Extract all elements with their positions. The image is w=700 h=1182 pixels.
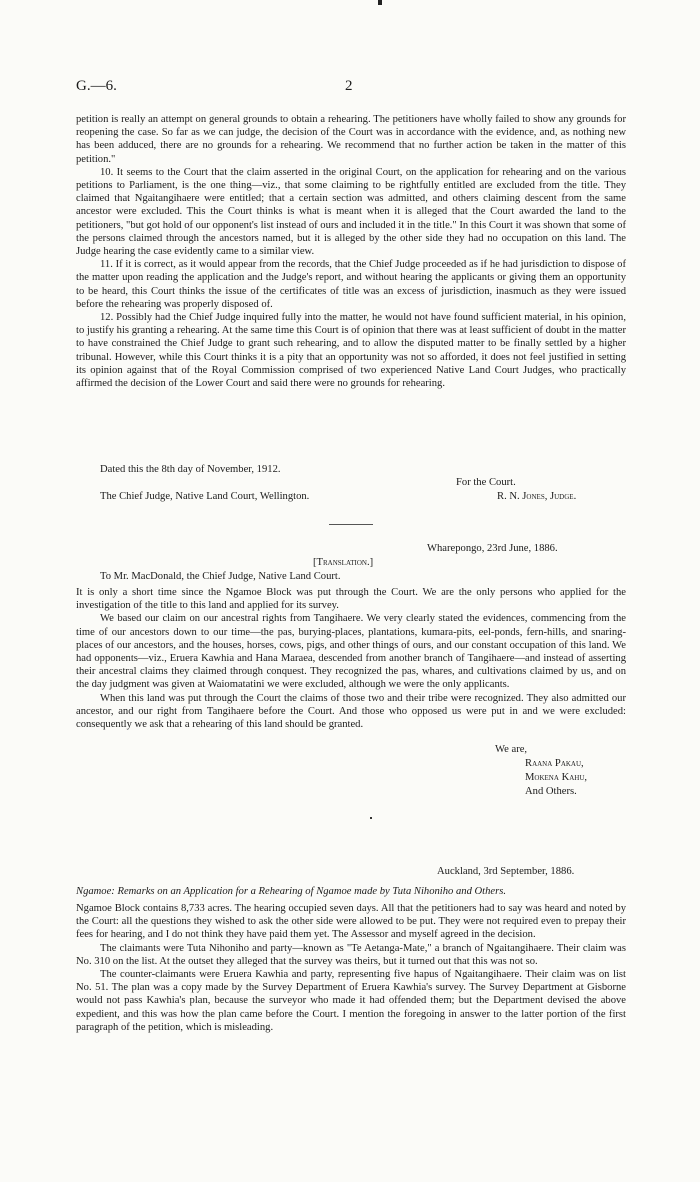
paragraph-10: 10. It seems to the Court that the claim asserted in the original Court, on the application for rehearing and on the various petitions to Parliament, is the one thing—viz., that some claiming to be rightfully entitled are excluded from the title. They claimed that Ngaitangihaere were entitled; that a certain section was admitted, and others claiming descent from the same ancestor were excluded. This the Court thinks is what is meant when it is alleged that the Court awarded the land to the petitioners, "but got hold of our opponent's list instead of ours and included it in the title." In this Court it was shown that some of the persons claimed through the ancestors named, but it is alleged by the other side they had no occupation on this land. The Judge hearing the case evidently came to a similar view. [76, 166, 626, 258]
judge-signature: R. N. Jones, Judge. [497, 491, 577, 502]
page-speck [370, 817, 372, 819]
paragraph-12: 12. Possibly had the Chief Judge inquired fully into the matter, he would not have found sufficient material, in his opinion, to justify his granting a rehearing. At the same time this Court is of opinion that there was at least sufficient of doubt in the matter to have constrained the Chief Judge to grant such rehearing, and to allow the disputed matter to be finally settled by a higher tribunal. However, while this Court thinks it is a pity that an opportunity was not so afforded, it does not feel justified in setting its opinion against that of the Royal Commission comprised of two experienced Native Land Court Judges, who practically affirmed the decision of the Lower Court and said there were no grounds for rehearing. [76, 312, 626, 390]
translation-label: [Translation.] [313, 557, 374, 568]
letter-paragraph-2: We based our claim on our ancestral rights from Tangihaere. We very clearly stated the evidences, commencing from the time of our ancestors down to our time—the pas, burying-places, plantations, kumara-pits, eel-ponds, fern-hills, and snaring-places of our ancestors, and the houses, horses, cows, pigs, and other things of ours, and our constant occupation of this land. We had opponents—viz., Eruera Kawhia and Hana Maraea, descended from another branch of Tangihaere—and instead of asserting their ancestral claims they claimed through conquest. They recognized the pas, whares, and cultivations claimed by us, and on the day judgment was given at Waiomatatini we were excluded, although we were the only applicants. [76, 613, 626, 691]
remarks-place-date: Auckland, 3rd September, 1886. [437, 866, 575, 877]
court-report-text [76, 113, 626, 390]
we-are-line: We are, [495, 744, 528, 755]
dated-line: Dated this the 8th day of November, 1912. [100, 464, 281, 475]
signatory-2: Mokena Kahu, [525, 772, 588, 783]
remarks-paragraph-2: The claimants were Tuta Nihoniho and party—known as "Te Aetanga-Mate," a branch of Ngaitangihaere. Their claim was No. 310 on the list. At the outset they alleged that the survey was theirs, but it turned out that this was not so. [76, 942, 626, 967]
paragraph-continued: petition is really an attempt on general grounds to obtain a rehearing. The petitioners have wholly failed to show any grounds for reopening the case. So far as we can judge, the decision of the Court was in accordance with the evidence, and, as nothing new has been adduced, there are no grounds for a rehearing. We recommend that no further action be taken in the matter of this petition." [76, 114, 626, 165]
remarks-heading: Ngamoe: Remarks on an Application for a Rehearing of Ngamoe made by Tuta Nihoniho and Others. [76, 886, 506, 897]
remarks-text [76, 902, 626, 1034]
letter-text [76, 586, 626, 731]
remarks-paragraph-3: The counter-claimants were Eruera Kawhia and party, representing five hapus of Ngaitangihaere. Their claim was on list No. 51. The plan was a copy made by the Survey Department of Eruera Kawhia's survey. The Survey Department at Gisborne would not pass Kawhia's plan, because the surveyor who made it had offended them; but the Department devised the above expedient, and this was how the plan came before the Court. I mention the foregoing in answer to the latter portion of the first paragraph of the petition, which is misleading. [76, 969, 626, 1033]
signatory-1: Raana Pakau, [525, 758, 584, 769]
addressee-line: The Chief Judge, Native Land Court, Wellington. [100, 491, 310, 502]
scan-mark [378, 0, 382, 5]
paragraph-11: 11. If it is correct, as it would appear from the records, that the Chief Judge proceeded as if he had jurisdiction to dispose of the matter upon reading the application and the Judge's report, and without hearing the applicants or giving them an opportunity to be heard, this Court thinks the issue of the certificates of title was an excess of jurisdiction, inasmuch as they were issued before the rehearing was properly disposed of. [76, 259, 626, 310]
signatory-3: And Others. [525, 786, 577, 797]
remarks-paragraph-1: Ngamoe Block contains 8,733 acres. The hearing occupied seven days. All that the petitioners had to say was heard and noted by the Court: all the questions they wished to ask the other side were allowed to be put. They were not required even to prepay their fees for hearing, and I do not think they have paid them yet. The Assessor and myself agreed in the decision. [76, 903, 626, 941]
page-number: 2 [345, 78, 353, 94]
letter-place-date: Wharepongo, 23rd June, 1886. [427, 543, 558, 554]
for-the-court: For the Court. [456, 477, 516, 488]
letter-paragraph-1: It is only a short time since the Ngamoe Block was put through the Court. We are the only persons who applied for the investigation of the title to this land and applied for its survey. [76, 587, 626, 612]
letter-paragraph-3: When this land was put through the Court the claims of those two and their tribe were recognized. They also admitted our ancestor, and our right from Tangihaere before the Court. And those who opposed us were put in and we were excluded: consequently we ask that a rehearing of this land should be granted. [76, 692, 626, 731]
letter-salutation: To Mr. MacDonald, the Chief Judge, Native Land Court. [100, 571, 341, 582]
section-divider [329, 524, 373, 525]
report-reference: G.—6. [76, 78, 117, 94]
